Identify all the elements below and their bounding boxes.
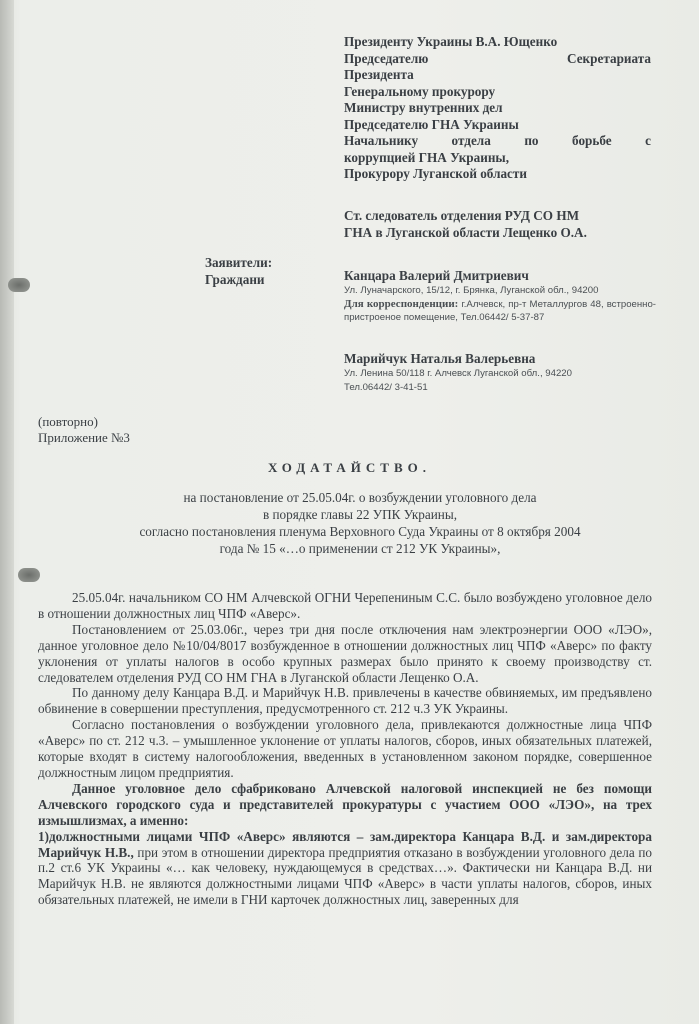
applicant-2-address: Ул. Ленина 50/118 г. Алчевск Луганской обл., 94220 xyxy=(344,368,572,379)
applicant-2-name: Марийчук Наталья Валерьевна xyxy=(344,351,536,366)
investigator-line: Ст. следователь отделения РУД СО НМ xyxy=(344,208,580,223)
document-body xyxy=(38,590,652,908)
item-1-text: при этом в отношении директора предприятия отказано в возбуждении уголовного дела по п.2 ст.6 УК Украины «… как человеку, нуждающемуся в средствах…». Фактически ни Канцара В.Д. ни Марийчук Н.В. не являются должностными лицами ЧПФ «Аверс» в части уплаты налогов, сборов, иных обязательных платежей, не имели в ГНИ карточек должностных лиц, заверенных для xyxy=(38,844,652,908)
body-paragraph: Постановлением от 25.03.06г., через три дня после отключения нам электроэнергии ООО «ЛЭО», данное уголовное дело №10/04/8017 возбужденное в отношении должностных лиц ЧПФ «Аверс» по факту уклонения от уплаты налогов в особо крупных размерах было принято к своему производству ст. следователем отделения РУД СО НМ ГНА в Луганской области Лещенко О.А. xyxy=(38,621,652,685)
applicant-2-phone: Тел.06442/ 3-41-51 xyxy=(344,381,428,393)
punch-hole-top xyxy=(8,278,30,292)
subject-line: согласно постановления пленума Верховного Суда Украины от 8 октября 2004 xyxy=(139,524,581,539)
body-paragraph: 25.05.04г. начальником СО НМ Алчевской ОГНИ Черепениным С.С. было возбуждено уголовное дело в отношении должностных лиц ЧПФ «Аверс». xyxy=(38,590,652,621)
citizens-label: Граждани xyxy=(205,271,265,287)
investigator-block xyxy=(344,208,651,241)
body-paragraph-bold: Данное уголовное дело сфабриковано Алчевской налоговой инспекцией не без помощи Алчевского городского суда и представителей прокуратуры с участием ООО «ЛЭО», на трех измышлизмах, а именно: xyxy=(38,780,652,828)
addressee-line: Прокурору Луганской области xyxy=(344,166,527,181)
subject-block xyxy=(60,489,660,557)
applicant-1-address: Ул. Луначарского, 15/12, г. Брянка, Луганской обл., 94200 xyxy=(344,285,599,296)
body-paragraph: По данному делу Канцара В.Д. и Марийчук Н.В. привлечены в качестве обвиняемых, им предъявлено обвинение в совершении преступления, предусмотренного ст. 212 ч.3 УК Украины. xyxy=(38,685,652,717)
applicants-labels xyxy=(205,255,272,288)
subject-line: в порядке главы 22 УПК Украины, xyxy=(262,507,458,522)
page-shadow-edge xyxy=(0,0,14,1024)
addressee-line: Президента xyxy=(344,67,414,82)
attachment-label: Приложение №3 xyxy=(38,430,130,445)
repeat-note: (повторно) xyxy=(38,414,98,429)
applicant-1-name: Канцара Валерий Дмитриевич xyxy=(344,268,529,283)
body-paragraph: Согласно постановления о возбуждении уголовного дела, привлекаются должностные лица ЧПФ «Аверс» по ст. 212 ч.3. – умышленное уклонение от уплаты налогов, сборов, иных обязательных платежей, которые входят в систему налогообложения, введенных в установленном законом порядке, совершенное должностным лицом предприятия. xyxy=(38,717,652,780)
body-item-1 xyxy=(38,829,652,909)
document-title: ХОДАТАЙСТВО. xyxy=(268,460,431,475)
addressee-line: Генеральному прокурору xyxy=(344,83,496,99)
repeat-note-block xyxy=(38,414,130,446)
addressee-block xyxy=(344,34,651,183)
applicants-label: Заявители: xyxy=(205,255,273,270)
addressee-line: Председателю Секретариата xyxy=(344,50,651,66)
subject-line: на постановление от 25.05.04г. о возбуждении уголовного дела xyxy=(183,490,537,505)
correspondence-label: Для корреспонденции: xyxy=(344,297,459,310)
addressee-line: Президенту Украины В.А. Ющенко xyxy=(344,34,558,49)
applicant-1-correspondence xyxy=(344,298,656,325)
applicant-2 xyxy=(344,350,656,394)
punch-hole-bottom xyxy=(18,568,40,582)
applicant-1 xyxy=(344,267,656,325)
addressee-line: Министру внутренних дел xyxy=(344,100,503,115)
addressee-line: коррупцией ГНА Украины, xyxy=(344,149,510,165)
subject-line: года № 15 «…о применении ст 212 УК Украины», xyxy=(219,541,501,556)
addressee-line: Председателю ГНА Украины xyxy=(344,116,519,132)
item-1-bold: 1)должностными лицами ЧПФ «Аверс» являются – зам.директора Канцара В.Д. и зам.директора Марийчук Н.В., xyxy=(38,828,652,860)
addressee-line: Начальнику отдела по борьбе с xyxy=(344,133,651,148)
investigator-line: ГНА в Луганской области Лещенко О.А. xyxy=(344,224,587,240)
correspondence-address: г.Алчевск, пр-т Металлургов 48, встроенно-пристроеное помещение, Тел.06442/ 5-37-87 xyxy=(344,298,657,323)
